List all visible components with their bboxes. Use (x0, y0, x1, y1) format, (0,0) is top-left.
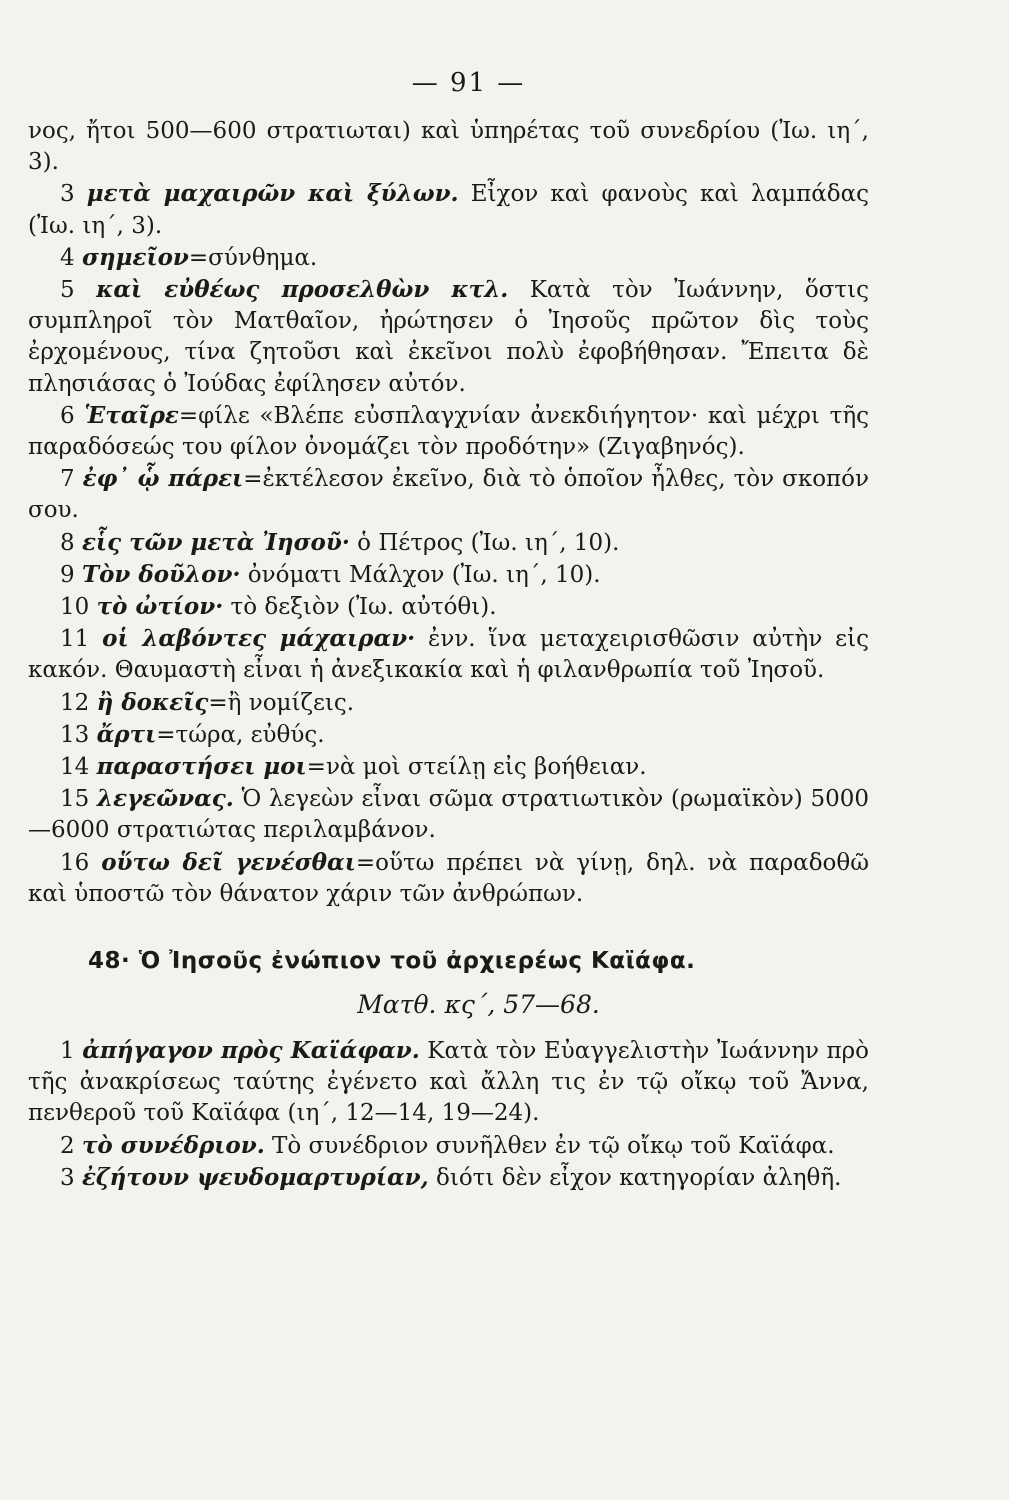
note-text: =σύνθημα. (188, 244, 318, 271)
page-number: — 91 — (411, 68, 526, 98)
note-4 (28, 242, 869, 274)
note-text: νος, ἤτοι 500—600 στρατιωται) καὶ ὑπηρέτας τοῦ συνεδρίου (Ἰω. ιη΄, 3). (28, 118, 869, 176)
note-term: οἱ λαβόντες μάχαιραν· (102, 625, 416, 653)
note-term: ἐζήτουν ψευδομαρτυρίαν, (81, 1163, 429, 1191)
note-number: 8 (60, 529, 75, 556)
note-15 (28, 783, 869, 846)
note-number: 2 (60, 1132, 75, 1159)
note-term: οὕτω δεῖ γενέσθαι (101, 848, 356, 876)
note-number: 15 (60, 786, 90, 813)
note-6 (28, 400, 869, 463)
note-text: Τὸ συνέδριον συνῆλθεν ἐν τῷ οἴκῳ τοῦ Καϊάφα. (264, 1132, 835, 1159)
note-16 (28, 847, 869, 910)
note-10 (28, 591, 869, 623)
note-text: τὸ δεξιὸν (Ἰω. αὐτόθι). (223, 594, 497, 621)
note-text: =οὕτω πρέπει νὰ γίνῃ, δηλ. νὰ παραδοθῶ καὶ ὑποστῶ τὸν θάνατον χάριν τῶν ἀνθρώπων. (28, 849, 869, 907)
note-1 (28, 1035, 869, 1130)
note-term: Τὸν δοῦλον· (81, 560, 241, 588)
note-text: =φίλε «Βλέπε εὐσπλαγχνίαν ἀνεκδιήγητον· καὶ μέχρι τῆς παραδόσεώς του φίλον ὀνομάζει τὸν προδότην» (Ζιγαβηνός). (28, 402, 870, 461)
note-number: 11 (60, 626, 90, 653)
note-14 (28, 751, 869, 783)
note-term: καὶ εὐθέως προσελθὼν κτλ. (96, 276, 509, 304)
section-reference: Ματθ. κς΄, 57—68. (357, 990, 600, 1020)
note-3b (28, 1162, 869, 1194)
note-term: μετὰ μαχαιρῶν καὶ ξύλων. (86, 180, 459, 208)
note-number: 1 (60, 1038, 75, 1065)
note-9 (28, 559, 869, 591)
note-11 (28, 623, 869, 686)
note-number: 3 (60, 181, 75, 208)
note-number: 3 (60, 1164, 75, 1191)
note-text: =νὰ μοὶ στείλῃ εἰς βοήθειαν. (306, 754, 647, 781)
note-term: λεγεῶνας. (96, 785, 234, 813)
note-text: ὀνόματι Μάλχον (Ἰω. ιη΄, 10). (240, 561, 601, 588)
note-12 (28, 687, 869, 719)
note-text: Κατὰ τὸν Ἰωάννην, ὅστις συμπληροῖ τὸν Ματθαῖον, ἠρώτησεν ὁ Ἰησοῦς πρῶτον δὶς τοὺς ἐρχομένους, τίνα ζητοῦσι καὶ ἐκεῖνοι πολὺ ἐφοβήθησαν. Ἔπειτα δὲ πλησιάσας ὁ Ἰούδας ἐφίλησεν αὐτόν. (28, 277, 870, 397)
note-text: =ἐκτέλεσον ἐκεῖνο, διὰ τὸ ὁποῖον ἦλθες, τὸν σκοπόν σου. (28, 466, 869, 524)
note-text: Εἶχον καὶ φανοὺς καὶ λαμπάδας (Ἰω. ιη΄, 3). (28, 181, 869, 239)
note-text: Κατὰ τὸν Εὐαγγελιστὴν Ἰωάννην πρὸ τῆς ἀνακρίσεως ταύτης ἐγένετο καὶ ἄλλη τις ἐν τῷ οἴκῳ τοῦ Ἄννα, πενθεροῦ τοῦ Καϊάφα (ιη΄, 12—14, 19—24). (28, 1038, 869, 1127)
note-term: ἄρτι (96, 720, 157, 748)
notes-top (28, 116, 869, 910)
notes-bottom (28, 1035, 869, 1194)
note-number: 6 (60, 402, 75, 429)
note-5 (28, 274, 869, 400)
note-term: σημεῖον (81, 243, 189, 271)
note-continuation (28, 116, 869, 178)
note-number: 4 (60, 244, 75, 271)
note-number: 5 (60, 277, 75, 304)
note-text: =τώρα, εὐθύς. (156, 721, 325, 748)
note-number: 10 (60, 594, 90, 621)
note-term: τὸ ὠτίον· (96, 593, 224, 621)
note-term: ἢ δοκεῖς (96, 688, 209, 716)
note-number: 12 (60, 689, 90, 716)
note-number: 9 (60, 561, 75, 588)
note-text: ὁ Πέτρος (Ἰω. ιη΄, 10). (349, 529, 620, 556)
note-term: Ἑταῖρε (84, 401, 179, 429)
note-term: τὸ συνέδριον. (81, 1131, 265, 1159)
note-term: ἀπήγαγον πρὸς Καϊάφαν. (82, 1037, 420, 1065)
note-text: ἐνν. ἵνα μεταχειρισθῶσιν αὐτὴν εἰς κακόν. Θαυμαστὴ εἶναι ἡ ἀνεξικακία καὶ ἡ φιλανθρωπία τοῦ Ἰησοῦ. (28, 626, 870, 684)
note-text: Ὁ λεγεὼν εἶναι σῶμα στρατιωτικὸν (ρωμαϊκὸν) 5000—6000 στρατιώτας περιλαμβάνον. (28, 786, 869, 844)
note-13 (28, 719, 869, 751)
note-term: εἷς τῶν μετὰ Ἰησοῦ· (81, 528, 350, 556)
note-text: διότι δὲν εἶχον κατηγορίαν ἀληθῆ. (428, 1164, 842, 1191)
note-7 (28, 463, 869, 526)
note-number: 14 (60, 754, 90, 781)
note-text: =ἢ νομίζεις. (208, 689, 355, 716)
section-heading: 48· Ὁ Ἰησοῦς ἐνώπιον τοῦ ἀρχιερέως Καϊάφα. (88, 948, 696, 975)
note-term: παραστήσει μοι (96, 753, 307, 781)
note-number: 13 (60, 721, 90, 748)
note-number: 7 (60, 466, 75, 493)
note-8 (28, 527, 869, 559)
note-number: 16 (60, 849, 90, 876)
note-term: ἐφ᾽ ᾧ πάρει (82, 465, 244, 493)
note-3 (28, 178, 869, 241)
note-2 (28, 1130, 869, 1162)
